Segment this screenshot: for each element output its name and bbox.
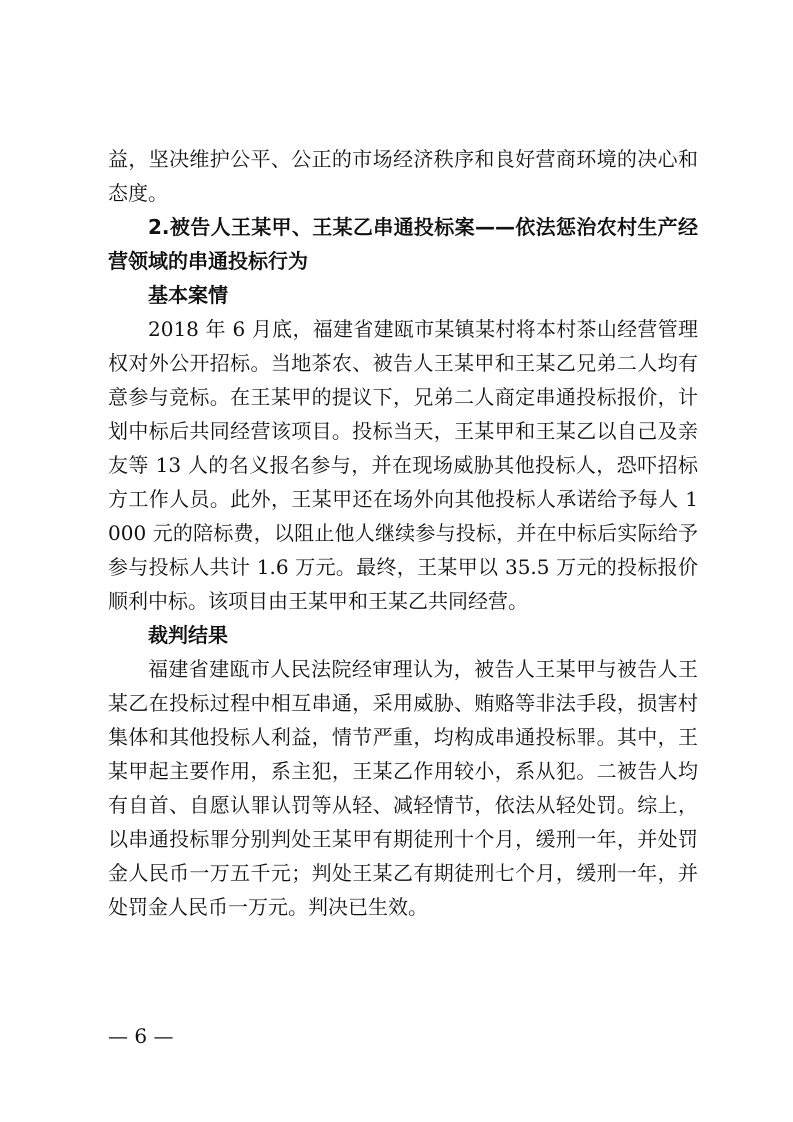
- continuation-paragraph: 益，坚决维护公平、公正的市场经济秩序和良好营商环境的决心和态度。: [108, 147, 698, 205]
- basic-facts-paragraph: 2018 年 6 月底，福建省建瓯市某镇某村将本村茶山经营管理权对外公开招标。当地茶农、被告人王某甲和王某乙兄弟二人均有意参与竞标。在王某甲的提议下，兄弟二人商定串通投标报价，计划中标后共同经营该项目。投标当天，王某甲和王某乙以自己及亲友等 13 人的名义报名参与，并在现场威胁其他投标人，恐吓招标方工作人员。此外，王某甲还在场外向其他投标人承诺给予每人 1000 元的陪标费，以阻止他人继续参与投标，并在中标后实际给予参与投标人共计 1.6 万元。最终，王某甲以 35.5 万元的投标报价顺利中标。该项目由王某甲和王某乙共同经营。: [108, 317, 698, 613]
- document-body: [108, 142, 698, 924]
- case-title: 2.被告人王某甲、王某乙串通投标案——依法惩治农村生产经营领域的串通投标行为: [108, 215, 698, 273]
- section-heading-judgment: 裁判结果: [148, 623, 228, 647]
- page-number: — 6 —: [108, 1024, 174, 1048]
- judgment-paragraph: 福建省建瓯市人民法院经审理认为，被告人王某甲与被告人王某乙在投标过程中相互串通，采用威胁、贿赂等非法手段，损害村集体和其他投标人利益，情节严重，均构成串通投标罪。其中，王某甲起主要作用，系主犯，王某乙作用较小，系从犯。二被告人均有自首、自愿认罪认罚等从轻、减轻情节，依法从轻处罚。综上，以串通投标罪分别判处王某甲有期徒刑十个月，缓刑一年，并处罚金人民币一万五千元；判处王某乙有期徒刑七个月，缓刑一年，并处罚金人民币一万元。判决已生效。: [108, 657, 698, 919]
- section-heading-basic-facts: 基本案情: [148, 283, 228, 307]
